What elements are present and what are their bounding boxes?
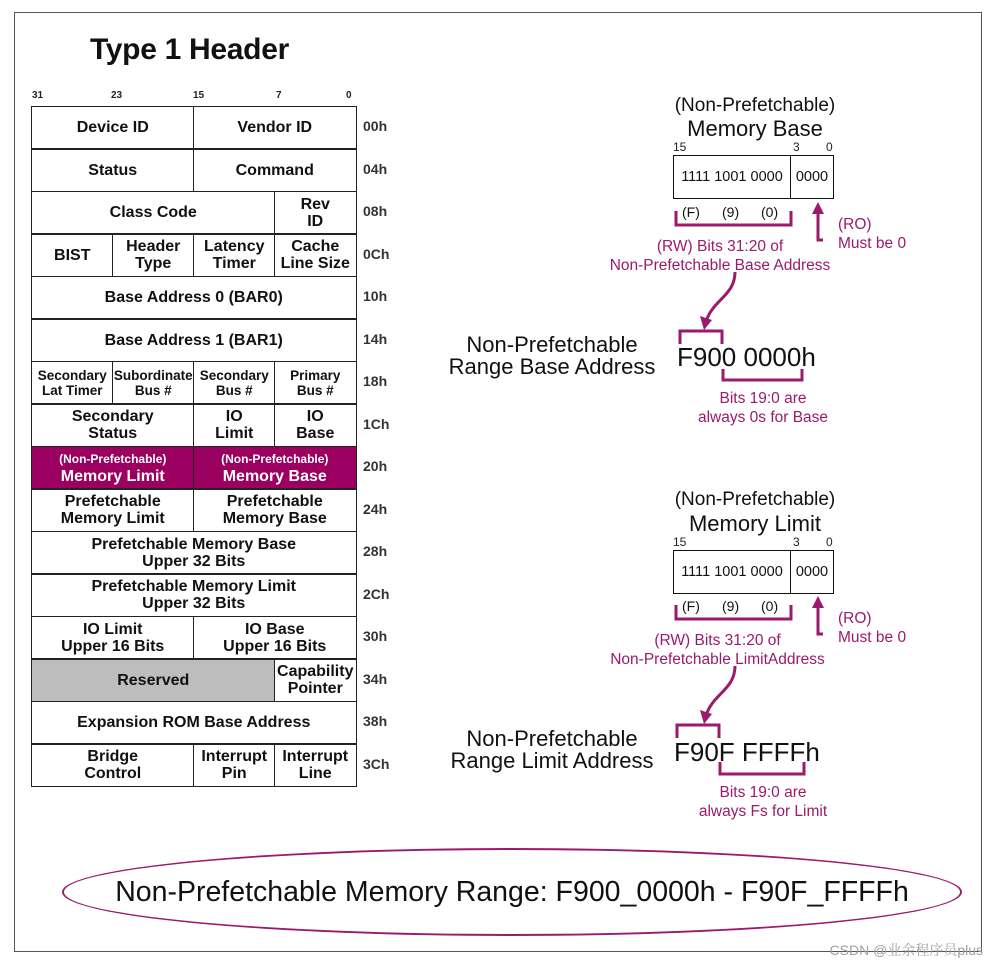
register-offset: 34h xyxy=(363,670,388,687)
base-range-address: F900 0000h xyxy=(677,342,816,372)
register-cell: Primary Bus # xyxy=(274,361,357,404)
register-cell: Vendor ID xyxy=(193,106,357,149)
bit-number-31: 31 xyxy=(32,90,44,101)
register-offset: 04h xyxy=(363,160,388,177)
register-offset: 28h xyxy=(363,543,388,559)
register-offset: 3Ch xyxy=(363,755,390,772)
limit-range-label-line1: Non-Prefetchable xyxy=(466,726,638,751)
register-cell: Class Code xyxy=(31,191,276,234)
limit-register-ro-bits: 0000 xyxy=(790,550,834,594)
base-bit-0: 0 xyxy=(826,140,833,154)
register-cell: Interrupt Pin xyxy=(193,744,276,787)
register-cell: Prefetchable Memory Limit xyxy=(31,489,195,532)
base-curved-arrowhead xyxy=(700,316,712,330)
base-curved-arrow xyxy=(706,272,735,322)
register-cell: IO Limit Upper 16 Bits xyxy=(31,616,195,659)
register-cell: Rev ID xyxy=(274,191,357,234)
limit-low-bits-note-line1: Bits 19:0 are xyxy=(719,784,807,801)
register-cell: Command xyxy=(193,149,357,192)
base-ro-arrowhead xyxy=(812,202,824,214)
limit-heading-main: Memory Limit xyxy=(688,511,821,536)
register-cell: Status xyxy=(31,149,195,192)
bit-number-0: 0 xyxy=(346,90,352,101)
limit-range-label-line2: Range Limit Address xyxy=(450,748,654,773)
register-cell-label: Memory Limit xyxy=(60,467,165,485)
register-offset: 1Ch xyxy=(363,415,390,432)
register-cell-qualifier: (Non-Prefetchable) xyxy=(221,451,329,466)
base-nibble-0: (0) xyxy=(761,204,779,220)
limit-rw-note-line1: (RW) Bits 31:20 of xyxy=(654,632,781,649)
watermark: CSDN @业余程序员plus xyxy=(829,942,983,958)
register-offset: 14h xyxy=(363,330,388,347)
base-heading-main: Memory Base xyxy=(687,116,823,141)
summary-range-ellipse xyxy=(62,848,962,936)
register-cell: Interrupt Line xyxy=(274,744,357,787)
limit-ro-note: Must be 0 xyxy=(838,629,907,646)
base-register-value: 1111 1001 0000 xyxy=(673,155,791,199)
register-cell: Header Type xyxy=(112,234,195,277)
limit-rw-bracket xyxy=(676,605,791,619)
limit-curved-arrow xyxy=(706,666,735,716)
limit-curved-arrowhead xyxy=(700,710,712,724)
base-address-hi-bracket xyxy=(680,331,722,344)
register-cell: Prefetchable Memory Base xyxy=(193,489,357,532)
limit-range-address: F90F FFFFh xyxy=(674,737,820,767)
register-cell: Base Address 0 (BAR0) xyxy=(31,276,357,319)
limit-nibble-9: (9) xyxy=(722,598,740,614)
register-cell: Base Address 1 (BAR1) xyxy=(31,319,357,362)
register-cell: IO Limit xyxy=(193,404,276,447)
register-offset: 24h xyxy=(363,500,388,517)
bit-number-15: 15 xyxy=(193,90,205,101)
limit-bit-3: 3 xyxy=(793,535,800,549)
register-cell: Prefetchable Memory Base Upper 32 Bits xyxy=(31,531,357,574)
base-ro-note: Must be 0 xyxy=(838,235,907,252)
base-address-low-bracket xyxy=(723,369,802,380)
page-title: Type 1 Header xyxy=(90,33,289,66)
limit-ro-arrowhead xyxy=(812,596,824,608)
base-ro-label: (RO) xyxy=(838,216,872,233)
base-low-bits-note-line1: Bits 19:0 are xyxy=(719,390,807,407)
register-cell: Secondary Lat Timer xyxy=(31,361,114,404)
register-offset: 0Ch xyxy=(363,245,390,262)
register-cell: Prefetchable Memory Limit Upper 32 Bits xyxy=(31,574,357,617)
limit-low-bits-note-line2: always Fs for Limit xyxy=(698,803,828,820)
register-offset: 2Ch xyxy=(363,585,390,602)
base-range-label-line1: Non-Prefetchable xyxy=(466,332,638,357)
base-range-label-line2: Range Base Address xyxy=(448,354,656,379)
register-cell: BIST xyxy=(31,234,114,277)
limit-address-low-bracket xyxy=(720,762,804,774)
register-offset: 20h xyxy=(363,458,388,474)
register-cell: IO Base xyxy=(274,404,357,447)
register-offset: 38h xyxy=(363,713,388,729)
base-low-bits-note-line2: always 0s for Base xyxy=(697,409,829,426)
limit-nibble-0: (0) xyxy=(761,598,779,614)
limit-bit-0: 0 xyxy=(826,535,833,549)
register-cell: Secondary Bus # xyxy=(193,361,276,404)
register-cell: Capability Pointer xyxy=(274,659,357,702)
base-heading-sub: (Non-Prefetchable) xyxy=(674,95,836,116)
summary-range-text: Non-Prefetchable Memory Range: F900_0000h - F90F_FFFFh xyxy=(115,875,909,908)
base-rw-note-line1: (RW) Bits 31:20 of xyxy=(656,238,784,255)
limit-address-hi-bracket xyxy=(677,725,719,738)
register-offset: 10h xyxy=(363,288,388,304)
register-offset: 08h xyxy=(363,203,388,219)
register-cell: Latency Timer xyxy=(193,234,276,277)
register-cell-qualifier: (Non-Prefetchable) xyxy=(59,451,167,466)
base-bit-15: 15 xyxy=(673,140,687,154)
limit-nibble-f: (F) xyxy=(682,598,700,614)
register-cell: Secondary Status xyxy=(31,404,195,447)
register-cell-label: Memory Base xyxy=(222,467,327,485)
base-nibble-9: (9) xyxy=(722,204,740,220)
bit-number-23: 23 xyxy=(111,90,123,101)
base-register-ro-bits: 0000 xyxy=(790,155,834,199)
register-cell: IO Base Upper 16 Bits xyxy=(193,616,357,659)
register-cell: Device ID xyxy=(31,106,195,149)
limit-heading-sub: (Non-Prefetchable) xyxy=(674,489,836,510)
bit-number-7: 7 xyxy=(276,90,282,101)
register-cell: Expansion ROM Base Address xyxy=(31,701,357,744)
register-cell: Subordinate Bus # xyxy=(112,361,195,404)
base-rw-note-line2: Non-Prefetchable Base Address xyxy=(609,257,831,274)
base-bit-3: 3 xyxy=(793,140,800,154)
limit-bit-15: 15 xyxy=(673,535,687,549)
base-rw-bracket xyxy=(676,211,791,225)
register-cell: Bridge Control xyxy=(31,744,195,787)
limit-register-value: 1111 1001 0000 xyxy=(673,550,791,594)
limit-ro-label: (RO) xyxy=(838,610,872,627)
register-cell: Cache Line Size xyxy=(274,234,357,277)
register-offset: 00h xyxy=(363,118,388,134)
limit-rw-note-line2: Non-Prefetchable LimitAddress xyxy=(610,651,825,668)
base-nibble-f: (F) xyxy=(682,204,700,220)
register-offset: 18h xyxy=(363,373,388,389)
register-offset: 30h xyxy=(363,628,388,644)
register-cell: Reserved xyxy=(31,659,276,702)
